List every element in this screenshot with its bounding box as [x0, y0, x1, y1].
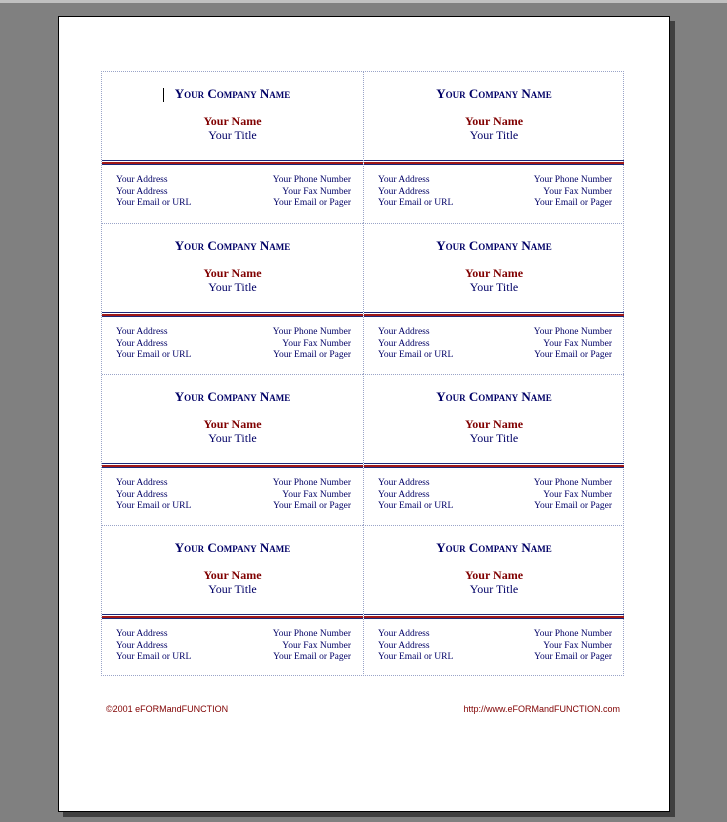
person-title: Your Title [208, 431, 257, 445]
pager-line: Your Email or Pager [273, 652, 351, 662]
person-name: Your Name [203, 417, 262, 431]
phone-line: Your Phone Number [533, 327, 612, 337]
card-divider-rule [364, 160, 624, 165]
person-name: Your Name [464, 114, 524, 128]
pager-line: Your Email or Pager [273, 350, 351, 360]
address-line-2: Your Address [116, 640, 168, 651]
pager-line: Your Email or Pager [534, 652, 612, 662]
business-card[interactable] [102, 72, 363, 223]
phone-line: Your Phone Number [533, 478, 612, 488]
contact-left-column [378, 629, 453, 664]
contact-right-column [534, 175, 612, 210]
business-card[interactable] [102, 223, 363, 374]
address-line-1: Your Address [116, 478, 168, 488]
company-name: Your Company Name [436, 86, 552, 101]
contact-right-column [273, 175, 351, 210]
fax-line: Your Fax Number [543, 640, 612, 651]
fax-line: Your Fax Number [282, 338, 351, 349]
person-title: Your Title [208, 128, 257, 142]
address-line-2: Your Address [378, 338, 430, 349]
workspace-top-border [0, 0, 727, 3]
business-card[interactable] [363, 374, 624, 525]
business-card-sheet [101, 71, 624, 676]
fax-line: Your Fax Number [543, 186, 612, 197]
card-divider-rule [364, 312, 624, 317]
person-name: Your Name [203, 266, 262, 280]
person-title: Your Title [469, 280, 519, 294]
address-line-1: Your Address [378, 478, 430, 488]
person-name: Your Name [203, 568, 262, 582]
footer-url[interactable]: http://www.eFORMandFUNCTION.com [463, 704, 620, 714]
address-line-2: Your Address [116, 489, 168, 500]
person-title: Your Title [469, 128, 519, 142]
pager-line: Your Email or Pager [534, 501, 612, 511]
contact-right-column [273, 478, 351, 513]
email-line: Your Email or URL [378, 350, 454, 360]
address-line-2: Your Address [378, 489, 430, 500]
business-card[interactable] [363, 525, 624, 676]
business-card[interactable] [102, 525, 363, 676]
card-divider-rule [364, 614, 624, 619]
email-line: Your Email or URL [378, 501, 454, 511]
business-card[interactable] [102, 374, 363, 525]
phone-line: Your Phone Number [533, 629, 612, 639]
address-line-1: Your Address [378, 175, 430, 185]
phone-line: Your Phone Number [272, 478, 351, 488]
contact-right-column [534, 478, 612, 513]
phone-line: Your Phone Number [272, 175, 351, 185]
company-name: Your Company Name [436, 389, 552, 404]
contact-right-column [534, 629, 612, 664]
fax-line: Your Fax Number [282, 489, 351, 500]
email-line: Your Email or URL [116, 501, 192, 511]
company-name: Your Company Name [436, 238, 552, 253]
company-name: Your Company Name [174, 86, 291, 101]
phone-line: Your Phone Number [272, 629, 351, 639]
person-title: Your Title [208, 582, 257, 596]
person-name: Your Name [464, 266, 524, 280]
contact-left-column [116, 327, 191, 362]
email-line: Your Email or URL [116, 350, 192, 360]
address-line-2: Your Address [378, 640, 430, 651]
company-name: Your Company Name [174, 238, 291, 253]
email-line: Your Email or URL [378, 198, 454, 208]
contact-left-column [116, 629, 191, 664]
person-name: Your Name [464, 417, 524, 431]
email-line: Your Email or URL [378, 652, 454, 662]
company-name: Your Company Name [174, 540, 291, 555]
phone-line: Your Phone Number [272, 327, 351, 337]
contact-left-column [116, 175, 191, 210]
card-divider-rule [102, 463, 363, 468]
address-line-2: Your Address [378, 186, 430, 197]
footer-copyright: ©2001 eFORMandFUNCTION [106, 704, 229, 714]
pager-line: Your Email or Pager [273, 501, 351, 511]
address-line-1: Your Address [378, 327, 430, 337]
pager-line: Your Email or Pager [534, 350, 612, 360]
contact-right-column [534, 327, 612, 362]
card-divider-rule [102, 160, 363, 165]
business-card[interactable] [363, 223, 624, 374]
fax-line: Your Fax Number [282, 186, 351, 197]
contact-left-column [378, 327, 453, 362]
card-divider-rule [364, 463, 624, 468]
card-divider-rule [102, 614, 363, 619]
address-line-2: Your Address [116, 338, 168, 349]
document-page [58, 16, 670, 812]
contact-left-column [378, 175, 453, 210]
company-name: Your Company Name [436, 540, 552, 555]
phone-line: Your Phone Number [533, 175, 612, 185]
email-line: Your Email or URL [116, 198, 192, 208]
address-line-1: Your Address [116, 327, 168, 337]
contact-right-column [273, 327, 351, 362]
person-title: Your Title [469, 431, 519, 445]
address-line-1: Your Address [116, 629, 168, 639]
contact-left-column [378, 478, 453, 513]
fax-line: Your Fax Number [543, 338, 612, 349]
pager-line: Your Email or Pager [534, 198, 612, 208]
fax-line: Your Fax Number [543, 489, 612, 500]
contact-right-column [273, 629, 351, 664]
address-line-2: Your Address [116, 186, 168, 197]
person-title: Your Title [469, 582, 519, 596]
company-name: Your Company Name [174, 389, 291, 404]
fax-line: Your Fax Number [282, 640, 351, 651]
person-title: Your Title [208, 280, 257, 294]
card-divider-rule [102, 312, 363, 317]
person-name: Your Name [464, 568, 524, 582]
address-line-1: Your Address [116, 175, 168, 185]
address-line-1: Your Address [378, 629, 430, 639]
person-name: Your Name [203, 114, 262, 128]
email-line: Your Email or URL [116, 652, 192, 662]
contact-left-column [116, 478, 191, 513]
business-card[interactable] [363, 72, 624, 223]
pager-line: Your Email or Pager [273, 198, 351, 208]
